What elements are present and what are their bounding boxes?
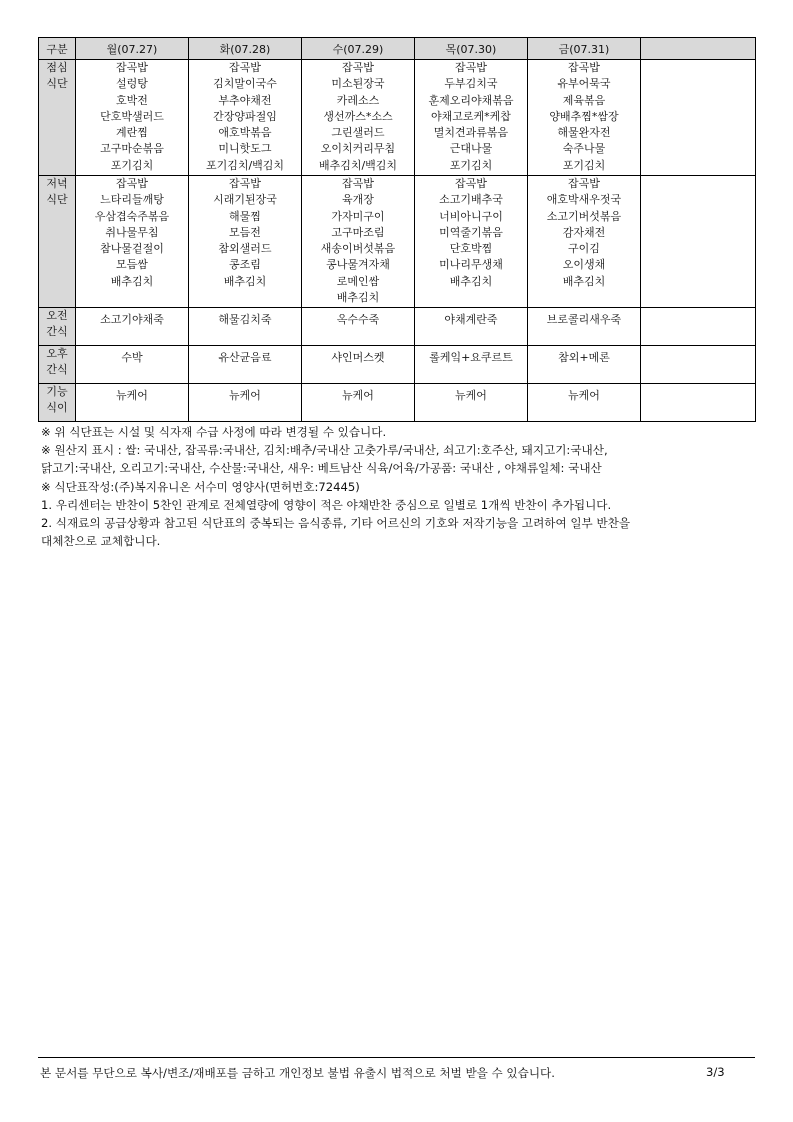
note-line: 2. 식재료의 공급상황과 참고된 식단표의 중복되는 음식종류, 기타 어르신의 기호와 저작기능을 고려하여 일부 반찬을: [41, 516, 631, 531]
menu-cell: [528, 346, 641, 384]
menu-cell: [76, 384, 189, 422]
menu-item: 호박전: [116, 93, 148, 107]
menu-item: 감자채전: [562, 225, 606, 239]
header-day: [641, 38, 756, 60]
menu-item: 배추김치: [223, 274, 267, 288]
menu-item: 잡곡밥: [116, 177, 148, 190]
menu-cell: [76, 346, 189, 384]
menu-item: 옥수수죽: [336, 313, 380, 326]
menu-item: 소고기버섯볶음: [546, 209, 622, 223]
menu-item: 콩나물겨자채: [326, 258, 390, 272]
menu-item: 고구마조림: [331, 225, 385, 239]
menu-item: 가자미구이: [331, 209, 385, 223]
row-label-text: 점심 식단: [46, 61, 68, 90]
menu-cell: [76, 308, 189, 346]
menu-item: 롤케잌+요쿠르트: [429, 351, 513, 364]
menu-item: 뉴케어: [229, 389, 261, 402]
menu-item: 오이생채: [562, 258, 606, 272]
menu-item: 미역줄기볶음: [439, 225, 503, 239]
menu-item: 브로콜리새우죽: [546, 313, 622, 326]
menu-cell: [302, 308, 415, 346]
menu-cell: [189, 346, 302, 384]
menu-item: 수박: [121, 351, 143, 364]
note-line: ※ 위 식단표는 시설 및 식자재 수급 사정에 따라 변경될 수 있습니다.: [41, 425, 387, 439]
menu-item: 야채고로케*케찹: [431, 109, 511, 123]
menu-item: 해물완자전: [557, 126, 611, 140]
menu-cell: [528, 60, 641, 176]
menu-item: 배추김치: [562, 274, 606, 288]
menu-item: 근대나물: [449, 142, 493, 156]
menu-item: 콩조림: [229, 258, 261, 272]
note-line: 닭고기:국내산, 오리고기:국내산, 수산물:국내산, 새우: 베트남산 식육/어육/가공품: 국내산 , 야채류일체: 국내산: [41, 461, 602, 476]
row-label-text: 기능 식이: [46, 385, 68, 414]
menu-item: 모듬전: [229, 225, 261, 239]
lunch-row: [39, 60, 756, 176]
menu-item: 김치말이국수: [213, 77, 277, 91]
page-number: 3/3: [706, 1065, 725, 1079]
menu-cell: [189, 60, 302, 176]
morning-snack-row: [39, 308, 756, 346]
menu-item: 계란찜: [116, 126, 148, 140]
menu-item: 뉴케어: [116, 389, 148, 402]
menu-item: 잡곡밥: [455, 61, 487, 74]
note-line: ※ 식단표작성:(주)복지유니온 서수미 영양사(면허번호:72445): [41, 479, 360, 494]
menu-item: 잡곡밥: [568, 177, 600, 190]
header-day: 금(07.31): [528, 38, 641, 60]
menu-item: 해물김치죽: [218, 313, 272, 326]
menu-item: 잡곡밥: [568, 61, 600, 74]
menu-cell: [641, 346, 756, 384]
menu-item: 멸치견과류볶음: [433, 126, 509, 140]
menu-item: 포기김치/백김치: [205, 158, 285, 172]
menu-item: 야채계란죽: [444, 313, 498, 326]
menu-item: 너비아니구이: [439, 209, 503, 223]
menu-cell: [641, 60, 756, 176]
header-day: 화(07.28): [189, 38, 302, 60]
menu-item: 배추김치: [110, 274, 154, 288]
menu-item: 잡곡밥: [342, 61, 374, 74]
menu-item: 샤인머스켓: [331, 351, 385, 364]
menu-item: 카레소스: [336, 93, 380, 107]
menu-item: 배추김치: [449, 274, 493, 288]
menu-cell: [302, 60, 415, 176]
menu-cell: [302, 176, 415, 308]
menu-item: 취나물무침: [105, 225, 159, 239]
menu-cell: [641, 384, 756, 422]
functional-diet-row: [39, 384, 756, 422]
menu-item: 단호박찜: [449, 242, 493, 256]
menu-item: 두부김치국: [444, 77, 498, 91]
menu-item: 새송이버섯볶음: [320, 242, 396, 256]
footer-notice: 본 문서를 무단으로 복사/변조/재배포를 금하고 개인정보 불법 유출시 법적으로 처벌 받을 수 있습니다.: [40, 1066, 555, 1080]
menu-item: 고구마순볶음: [100, 142, 164, 156]
menu-item: 육개장: [342, 193, 374, 207]
menu-cell: [302, 384, 415, 422]
menu-cell: [528, 384, 641, 422]
header-category: 구분: [39, 38, 76, 60]
dinner-row: [39, 176, 756, 308]
menu-item: 뉴케어: [455, 389, 487, 402]
menu-item: 소고기야채죽: [100, 313, 164, 326]
menu-item: 제육볶음: [562, 93, 606, 107]
menu-item: 느타리들깨탕: [100, 193, 164, 207]
menu-item: 배추김치: [336, 291, 380, 305]
menu-cell: [189, 384, 302, 422]
menu-cell: [415, 60, 528, 176]
menu-cell: [76, 176, 189, 308]
menu-item: 유산균음료: [218, 351, 272, 364]
row-label-text: 오전 간식: [46, 309, 68, 338]
note-line: 대체찬으로 교체합니다.: [41, 534, 161, 549]
menu-item: 잡곡밥: [116, 61, 148, 74]
menu-item: 잡곡밥: [229, 61, 261, 74]
footer-divider: [38, 1057, 755, 1058]
menu-cell: [302, 346, 415, 384]
menu-item: 간장양파절임: [213, 109, 277, 123]
header-day: 월(07.27): [76, 38, 189, 60]
row-label-text: 오후 간식: [46, 347, 68, 376]
menu-item: 잡곡밥: [342, 177, 374, 190]
menu-item: 잡곡밥: [229, 177, 261, 190]
row-label: [39, 176, 76, 308]
row-label-text: 저녁 식단: [46, 177, 68, 206]
menu-item: 우삼겹숙주볶음: [94, 209, 170, 223]
menu-item: 미소된장국: [331, 77, 385, 91]
note-line: 1. 우리센터는 반찬이 5찬인 관계로 전체열량에 영향이 적은 야채반찬 중심으로 일별로 1개씩 반찬이 추가됩니다.: [41, 497, 612, 512]
menu-item: 미니핫도그: [218, 142, 272, 156]
menu-item: 뉴케어: [342, 389, 374, 402]
row-label: [39, 308, 76, 346]
row-label: [39, 346, 76, 384]
menu-item: 부추야채전: [218, 93, 272, 107]
menu-item: 숙주나물: [562, 142, 606, 156]
menu-item: 뉴케어: [568, 389, 600, 402]
menu-item: 배추김치/백김치: [318, 158, 398, 172]
meal-plan-table: [38, 37, 756, 422]
menu-item: 그린샐러드: [331, 126, 385, 140]
header-day: 목(07.30): [415, 38, 528, 60]
menu-cell: [76, 60, 189, 176]
menu-cell: [528, 308, 641, 346]
menu-cell: [415, 308, 528, 346]
menu-item: 잡곡밥: [455, 177, 487, 190]
menu-item: 포기김치: [562, 158, 606, 172]
menu-item: 단호박샐러드: [100, 109, 164, 123]
menu-item: 생선까스*소스: [323, 109, 393, 123]
menu-item: 참외+메론: [558, 351, 610, 364]
menu-item: 애호박새우젓국: [546, 193, 622, 207]
menu-item: 시래기된장국: [213, 193, 277, 207]
row-label: [39, 384, 76, 422]
menu-item: 양배추찜*쌈장: [549, 109, 619, 123]
note-line: ※ 원산지 표시 : 쌀: 국내산, 잡곡류:국내산, 김치:배추/국내산 고춧가루/국내산, 쇠고기:호주산, 돼지고기:국내산,: [41, 443, 608, 458]
menu-item: 포기김치: [110, 158, 154, 172]
menu-cell: [528, 176, 641, 308]
menu-item: 로메인쌈: [336, 274, 380, 288]
menu-item: 참나물겉절이: [100, 242, 164, 256]
menu-item: 설렁탕: [116, 77, 148, 91]
menu-item: 훈제오리야채볶음: [428, 93, 514, 107]
notes-section: [41, 423, 751, 550]
menu-cell: [415, 384, 528, 422]
menu-item: 포기김치: [449, 158, 493, 172]
menu-cell: [415, 346, 528, 384]
menu-item: 참외샐러드: [218, 242, 272, 256]
menu-cell: [189, 176, 302, 308]
menu-cell: [641, 308, 756, 346]
menu-cell: [415, 176, 528, 308]
menu-item: 소고기배추국: [439, 193, 503, 207]
menu-item: 애호박볶음: [218, 126, 272, 140]
menu-item: 해물찜: [229, 209, 261, 223]
row-label: [39, 60, 76, 176]
menu-item: 오이치커리무침: [320, 142, 396, 156]
menu-item: 구이김: [568, 242, 600, 256]
menu-item: 미나리무생채: [439, 258, 503, 272]
afternoon-snack-row: [39, 346, 756, 384]
menu-item: 유부어묵국: [557, 77, 611, 91]
table-header-row: [39, 38, 756, 60]
menu-item: 모듬쌈: [116, 258, 148, 272]
header-day: 수(07.29): [302, 38, 415, 60]
menu-cell: [641, 176, 756, 308]
menu-cell: [189, 308, 302, 346]
